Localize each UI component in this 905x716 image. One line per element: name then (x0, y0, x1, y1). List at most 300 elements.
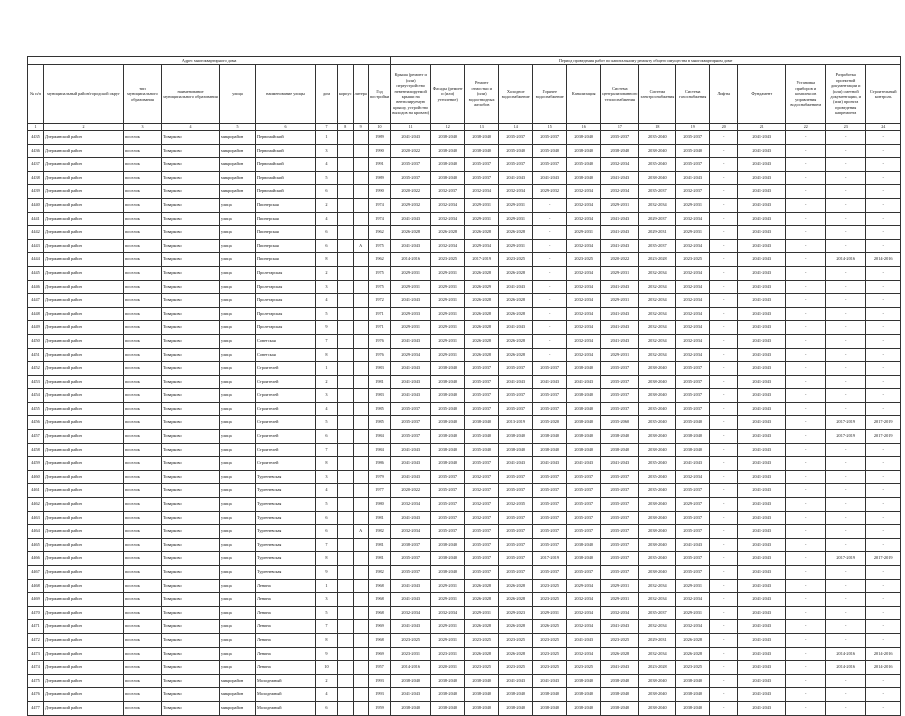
cell-building (338, 457, 354, 471)
cell-sewerage: 2035-2040 (567, 158, 601, 172)
cell-year-built: 1975 (368, 266, 390, 280)
cell-settlement: Товарково (162, 158, 220, 172)
cell-street: Пролетарская (256, 321, 316, 335)
cell-gas: 2029-2031 (676, 198, 710, 212)
cell-district: Дзержинский район (44, 647, 124, 661)
cell-supervision: - (866, 457, 901, 471)
cell-settlement-type: поселок (124, 348, 162, 362)
cell-blind-area: 2035-2040 (465, 443, 499, 457)
cell-cold-water: 2023-2025 (499, 661, 533, 675)
cell-settlement: Товарково (162, 226, 220, 240)
cell-blind-area: 2035-2037 (465, 362, 499, 376)
cell-letter (353, 198, 368, 212)
cell-metering: - (786, 484, 826, 498)
cell-heating: 2029-2031 (601, 348, 639, 362)
cell-building (338, 498, 354, 512)
cell-metering: - (786, 185, 826, 199)
cell-design-docs: - (826, 171, 866, 185)
cell-blind-area: 2017-2019 (465, 253, 499, 267)
cell-electricity: 2032-2034 (639, 579, 676, 593)
column-header-settlement-type: тип муниципального образования (124, 65, 162, 124)
cell-house: 8 (316, 552, 338, 566)
cell-house: 2 (316, 674, 338, 688)
cell-street: Первомайский (256, 158, 316, 172)
table-row (28, 606, 901, 620)
cell-blind-area: 2026-2028 (465, 593, 499, 607)
column-header-year-built: Год постройки (368, 65, 390, 124)
cell-sewerage: 2023-2025 (567, 661, 601, 675)
cell-number: 4473 (28, 647, 44, 661)
cell-hot-water: 2041-2043 (533, 171, 567, 185)
cell-blind-area: 2035-2037 (465, 566, 499, 580)
cell-roof: 2023-2025 (391, 633, 431, 647)
cell-number: 4471 (28, 620, 44, 634)
column-header-building: корпус (338, 65, 354, 124)
cell-electricity: 2035-2040 (639, 552, 676, 566)
cell-number: 4441 (28, 212, 44, 226)
cell-blind-area: 2038-2040 (465, 416, 499, 430)
cell-settlement-type: поселок (124, 593, 162, 607)
cell-supervision: - (866, 674, 901, 688)
cell-street: Пионерская (256, 198, 316, 212)
cell-elevators: - (710, 470, 738, 484)
cell-gas: 2038-2040 (676, 688, 710, 702)
cell-district: Дзержинский район (44, 253, 124, 267)
cell-cold-water: 2029-2023 (499, 606, 533, 620)
cell-letter (353, 674, 368, 688)
cell-heating: 2032-2034 (601, 606, 639, 620)
cell-letter (353, 606, 368, 620)
cell-foundation: 2041-2043 (738, 620, 786, 634)
cell-blind-area: 2026-2028 (465, 226, 499, 240)
cell-foundation: 2041-2043 (738, 158, 786, 172)
cell-foundation: 2041-2043 (738, 253, 786, 267)
cell-year-built: 1959 (368, 701, 390, 715)
group-header-period: Период проведения работ по капитальному ремонту общего имущества в многоквартирном доме (391, 57, 901, 65)
cell-facade: 2032-2034 (431, 198, 465, 212)
cell-settlement-type: поселок (124, 185, 162, 199)
cell-blind-area: 2035-2037 (465, 171, 499, 185)
cell-street: Ленина (256, 593, 316, 607)
cell-blind-area: 2032-2034 (465, 185, 499, 199)
cell-supervision: 2017-2019 (866, 430, 901, 444)
column-header-cold-water: Холодное водоснабжение (499, 65, 533, 124)
cell-sewerage: 2038-2040 (567, 416, 601, 430)
cell-street-type: улица (220, 661, 256, 675)
cell-street: Первомайский (256, 185, 316, 199)
cell-hot-water: 2029-2031 (533, 606, 567, 620)
cell-number: 4465 (28, 538, 44, 552)
cell-letter (353, 171, 368, 185)
cell-letter (353, 144, 368, 158)
cell-electricity: 2038-2040 (639, 171, 676, 185)
cell-settlement-type: поселок (124, 566, 162, 580)
header-columns-row (28, 65, 901, 124)
cell-hot-water: - (533, 294, 567, 308)
cell-building (338, 226, 354, 240)
cell-district: Дзержинский район (44, 307, 124, 321)
cell-design-docs: - (826, 266, 866, 280)
cell-cold-water: 2035-2037 (499, 158, 533, 172)
cell-street-type: улица (220, 579, 256, 593)
cell-supervision: - (866, 158, 901, 172)
cell-heating: 2041-2043 (601, 334, 639, 348)
table-row (28, 470, 901, 484)
cell-heating: 2029-2031 (601, 593, 639, 607)
cell-house: 2 (316, 198, 338, 212)
cell-roof: 2032-2034 (391, 606, 431, 620)
cell-supervision: - (866, 348, 901, 362)
cell-year-built: 1974 (368, 212, 390, 226)
cell-facade: 2029-2031 (431, 579, 465, 593)
cell-blind-area: 2029-2034 (465, 239, 499, 253)
cell-number: 4439 (28, 185, 44, 199)
cell-hot-water: - (533, 239, 567, 253)
column-number: 19 (676, 124, 710, 131)
cell-settlement-type: поселок (124, 688, 162, 702)
cell-roof: 2029-2034 (391, 348, 431, 362)
cell-supervision: - (866, 402, 901, 416)
cell-blind-area: 2032-2037 (465, 484, 499, 498)
cell-district: Дзержинский район (44, 552, 124, 566)
cell-supervision: - (866, 620, 901, 634)
cell-settlement: Товарково (162, 266, 220, 280)
cell-hot-water: 2023-2025 (533, 633, 567, 647)
cell-sewerage: 2038-2040 (567, 131, 601, 145)
cell-building (338, 334, 354, 348)
cell-supervision: - (866, 239, 901, 253)
cell-year-built: 1969 (368, 620, 390, 634)
cell-elevators: - (710, 498, 738, 512)
cell-design-docs: - (826, 538, 866, 552)
cell-design-docs: - (826, 348, 866, 362)
cell-street-type: микрорайон (220, 144, 256, 158)
cell-supervision: - (866, 280, 901, 294)
cell-number: 4460 (28, 470, 44, 484)
table-row (28, 144, 901, 158)
cell-sewerage: 2038-2040 (567, 402, 601, 416)
cell-district: Дзержинский район (44, 525, 124, 539)
cell-letter (353, 334, 368, 348)
cell-cold-water: 2032-2034 (499, 185, 533, 199)
cell-sewerage: 2032-2034 (567, 266, 601, 280)
cell-sewerage: 2035-2037 (567, 511, 601, 525)
cell-roof: 2041-2043 (391, 620, 431, 634)
cell-building (338, 647, 354, 661)
cell-street-type: улица (220, 538, 256, 552)
cell-gas: 2035-2037 (676, 362, 710, 376)
cell-building (338, 171, 354, 185)
cell-elevators: - (710, 158, 738, 172)
cell-supervision: - (866, 688, 901, 702)
cell-sewerage: 2038-2040 (567, 430, 601, 444)
cell-number: 4436 (28, 144, 44, 158)
cell-elevators: - (710, 144, 738, 158)
cell-street: Строителей (256, 375, 316, 389)
table-row (28, 389, 901, 403)
cell-electricity: 2038-2040 (639, 389, 676, 403)
cell-building (338, 212, 354, 226)
cell-roof: 2041-2043 (391, 131, 431, 145)
cell-year-built: 1984 (368, 430, 390, 444)
cell-settlement: Товарково (162, 294, 220, 308)
cell-electricity: 2029-2031 (639, 226, 676, 240)
cell-facade: 2038-2040 (431, 144, 465, 158)
repair-schedule-table (27, 56, 901, 716)
cell-gas: 2032-2034 (676, 470, 710, 484)
cell-roof: 2041-2043 (391, 212, 431, 226)
cell-blind-area: 2035-2037 (465, 552, 499, 566)
cell-metering: - (786, 688, 826, 702)
cell-electricity: 2038-2040 (639, 674, 676, 688)
cell-foundation: 2041-2043 (738, 498, 786, 512)
table-row (28, 647, 901, 661)
cell-house: 3 (316, 470, 338, 484)
cell-street: Пролетарская (256, 307, 316, 321)
cell-settlement: Товарково (162, 416, 220, 430)
cell-sewerage: 2035-2037 (567, 566, 601, 580)
cell-gas: 2032-2034 (676, 307, 710, 321)
cell-electricity: 2038-2040 (639, 375, 676, 389)
cell-gas: 2035-2037 (676, 552, 710, 566)
cell-gas: 2029-2031 (676, 226, 710, 240)
cell-building (338, 661, 354, 675)
cell-blind-area: 2026-2028 (465, 294, 499, 308)
cell-sewerage: 2038-2040 (567, 144, 601, 158)
cell-settlement: Товарково (162, 239, 220, 253)
cell-district: Дзержинский район (44, 144, 124, 158)
cell-house: 1 (316, 579, 338, 593)
cell-gas: 2032-2034 (676, 321, 710, 335)
cell-building (338, 511, 354, 525)
cell-cold-water: 2035-2037 (499, 131, 533, 145)
cell-number: 4444 (28, 253, 44, 267)
cell-heating: 2038-2040 (601, 701, 639, 715)
cell-electricity: 2032-2034 (639, 307, 676, 321)
cell-elevators: - (710, 633, 738, 647)
cell-letter (353, 620, 368, 634)
cell-cold-water: 2026-2028 (499, 307, 533, 321)
cell-sewerage: 2032-2034 (567, 593, 601, 607)
cell-settlement-type: поселок (124, 226, 162, 240)
cell-cold-water: 2026-2028 (499, 294, 533, 308)
cell-settlement: Товарково (162, 620, 220, 634)
cell-facade: 2038-2040 (431, 375, 465, 389)
cell-settlement-type: поселок (124, 294, 162, 308)
cell-street: Строителей (256, 430, 316, 444)
table-row (28, 321, 901, 335)
cell-street-type: улица (220, 647, 256, 661)
cell-street-type: микрорайон (220, 131, 256, 145)
cell-metering: - (786, 253, 826, 267)
cell-house: 6 (316, 701, 338, 715)
cell-facade: 2035-2037 (431, 484, 465, 498)
cell-year-built: 1957 (368, 661, 390, 675)
cell-elevators: - (710, 443, 738, 457)
cell-electricity: 2038-2040 (639, 566, 676, 580)
cell-number: 4458 (28, 443, 44, 457)
cell-electricity: 2032-2034 (639, 647, 676, 661)
cell-supervision: - (866, 579, 901, 593)
cell-street: Советская (256, 334, 316, 348)
cell-blind-area: 2026-2028 (465, 579, 499, 593)
cell-design-docs: - (826, 633, 866, 647)
cell-electricity: 2038-2040 (639, 362, 676, 376)
cell-street-type: улица (220, 620, 256, 634)
cell-settlement-type: поселок (124, 525, 162, 539)
cell-building (338, 158, 354, 172)
cell-district: Дзержинский район (44, 688, 124, 702)
cell-facade: 2038-2040 (431, 158, 465, 172)
cell-building (338, 321, 354, 335)
cell-district: Дзержинский район (44, 593, 124, 607)
cell-roof: 2041-2043 (391, 362, 431, 376)
cell-house: 5 (316, 171, 338, 185)
cell-electricity: 2032-2034 (639, 593, 676, 607)
cell-design-docs: - (826, 457, 866, 471)
cell-district: Дзержинский район (44, 375, 124, 389)
cell-elevators: - (710, 334, 738, 348)
cell-foundation: 2041-2043 (738, 185, 786, 199)
cell-electricity: 2035-2037 (639, 606, 676, 620)
cell-street-type: улица (220, 334, 256, 348)
cell-house: 1 (316, 131, 338, 145)
cell-design-docs: - (826, 566, 866, 580)
cell-roof: 2023-2031 (391, 647, 431, 661)
cell-supervision: - (866, 307, 901, 321)
cell-district: Дзержинский район (44, 294, 124, 308)
cell-settlement-type: поселок (124, 416, 162, 430)
cell-sewerage: 2038-2040 (567, 688, 601, 702)
cell-number: 4470 (28, 606, 44, 620)
cell-hot-water: 2035-2037 (533, 538, 567, 552)
cell-settlement: Товарково (162, 171, 220, 185)
cell-settlement-type: поселок (124, 212, 162, 226)
cell-facade: 2038-2040 (431, 443, 465, 457)
cell-number: 4476 (28, 688, 44, 702)
cell-gas: 2035-2037 (676, 158, 710, 172)
cell-number: 4452 (28, 362, 44, 376)
cell-heating: 2035-2037 (601, 402, 639, 416)
cell-gas: 2035-2037 (676, 484, 710, 498)
cell-sewerage: 2035-2037 (567, 484, 601, 498)
cell-foundation: 2041-2043 (738, 131, 786, 145)
cell-heating: 2020-2022 (601, 253, 639, 267)
cell-heating: 2035-2037 (601, 552, 639, 566)
cell-design-docs: - (826, 334, 866, 348)
table-row (28, 633, 901, 647)
cell-street-type: микрорайон (220, 674, 256, 688)
cell-blind-area: 2035-2037 (465, 389, 499, 403)
cell-supervision: - (866, 321, 901, 335)
cell-cold-water: 2041-2043 (499, 171, 533, 185)
cell-supervision: 2017-2019 (866, 552, 901, 566)
cell-heating: 2041-2043 (601, 620, 639, 634)
cell-hot-water: 2041-2043 (533, 674, 567, 688)
cell-metering: - (786, 389, 826, 403)
cell-sewerage: 2038-2040 (567, 362, 601, 376)
cell-heating: 2041-2043 (601, 239, 639, 253)
cell-house: 7 (316, 443, 338, 457)
cell-electricity: 2038-2040 (639, 525, 676, 539)
cell-cold-water: 2026-2028 (499, 226, 533, 240)
column-number: 22 (786, 124, 826, 131)
cell-year-built: 1976 (368, 348, 390, 362)
cell-gas: 2032-2034 (676, 239, 710, 253)
table-row (28, 348, 901, 362)
cell-facade: 2029-2031 (431, 266, 465, 280)
cell-building (338, 185, 354, 199)
cell-heating: 2038-2040 (601, 674, 639, 688)
cell-settlement: Товарково (162, 633, 220, 647)
cell-year-built: 1975 (368, 280, 390, 294)
cell-street: Тургеневская (256, 484, 316, 498)
cell-sewerage: 2035-2037 (567, 470, 601, 484)
cell-street-type: микрорайон (220, 701, 256, 715)
cell-gas: 2026-2028 (676, 633, 710, 647)
cell-settlement-type: поселок (124, 389, 162, 403)
cell-hot-water: - (533, 334, 567, 348)
cell-number: 4469 (28, 593, 44, 607)
cell-year-built: 1980 (368, 498, 390, 512)
table-row (28, 688, 901, 702)
cell-settlement-type: поселок (124, 171, 162, 185)
cell-blind-area: 2032-2037 (465, 470, 499, 484)
cell-elevators: - (710, 416, 738, 430)
cell-year-built: 1974 (368, 198, 390, 212)
cell-letter (353, 185, 368, 199)
cell-metering: - (786, 280, 826, 294)
cell-facade: 2029-2031 (431, 348, 465, 362)
table-row (28, 294, 901, 308)
cell-settlement-type: поселок (124, 239, 162, 253)
cell-house: 4 (316, 212, 338, 226)
cell-street-type: улица (220, 525, 256, 539)
cell-foundation: 2041-2043 (738, 144, 786, 158)
cell-elevators: - (710, 511, 738, 525)
cell-electricity: 2029-2031 (639, 633, 676, 647)
cell-street-type: улица (220, 416, 256, 430)
cell-blind-area: 2029-2031 (465, 198, 499, 212)
cell-number: 4463 (28, 511, 44, 525)
cell-electricity: 2035-2040 (639, 131, 676, 145)
cell-letter (353, 416, 368, 430)
cell-number: 4455 (28, 402, 44, 416)
cell-foundation: 2041-2043 (738, 212, 786, 226)
cell-roof: 2029-2031 (391, 280, 431, 294)
cell-house: 10 (316, 661, 338, 675)
cell-letter (353, 226, 368, 240)
cell-district: Дзержинский район (44, 348, 124, 362)
cell-foundation: 2041-2043 (738, 307, 786, 321)
cell-metering: - (786, 647, 826, 661)
cell-facade: 2038-2040 (431, 416, 465, 430)
cell-house: 5 (316, 307, 338, 321)
cell-hot-water: 2026-2025 (533, 620, 567, 634)
cell-house: 1 (316, 362, 338, 376)
cell-sewerage: 2032-2034 (567, 239, 601, 253)
cell-settlement-type: поселок (124, 144, 162, 158)
cell-cold-water: 2035-2037 (499, 511, 533, 525)
cell-electricity: 2023-2028 (639, 661, 676, 675)
cell-facade: 2038-2040 (431, 701, 465, 715)
cell-design-docs: - (826, 511, 866, 525)
cell-number: 4464 (28, 525, 44, 539)
cell-settlement: Товарково (162, 484, 220, 498)
cell-sewerage: 2032-2034 (567, 348, 601, 362)
cell-design-docs: - (826, 688, 866, 702)
cell-cold-water: 2026-2028 (499, 579, 533, 593)
